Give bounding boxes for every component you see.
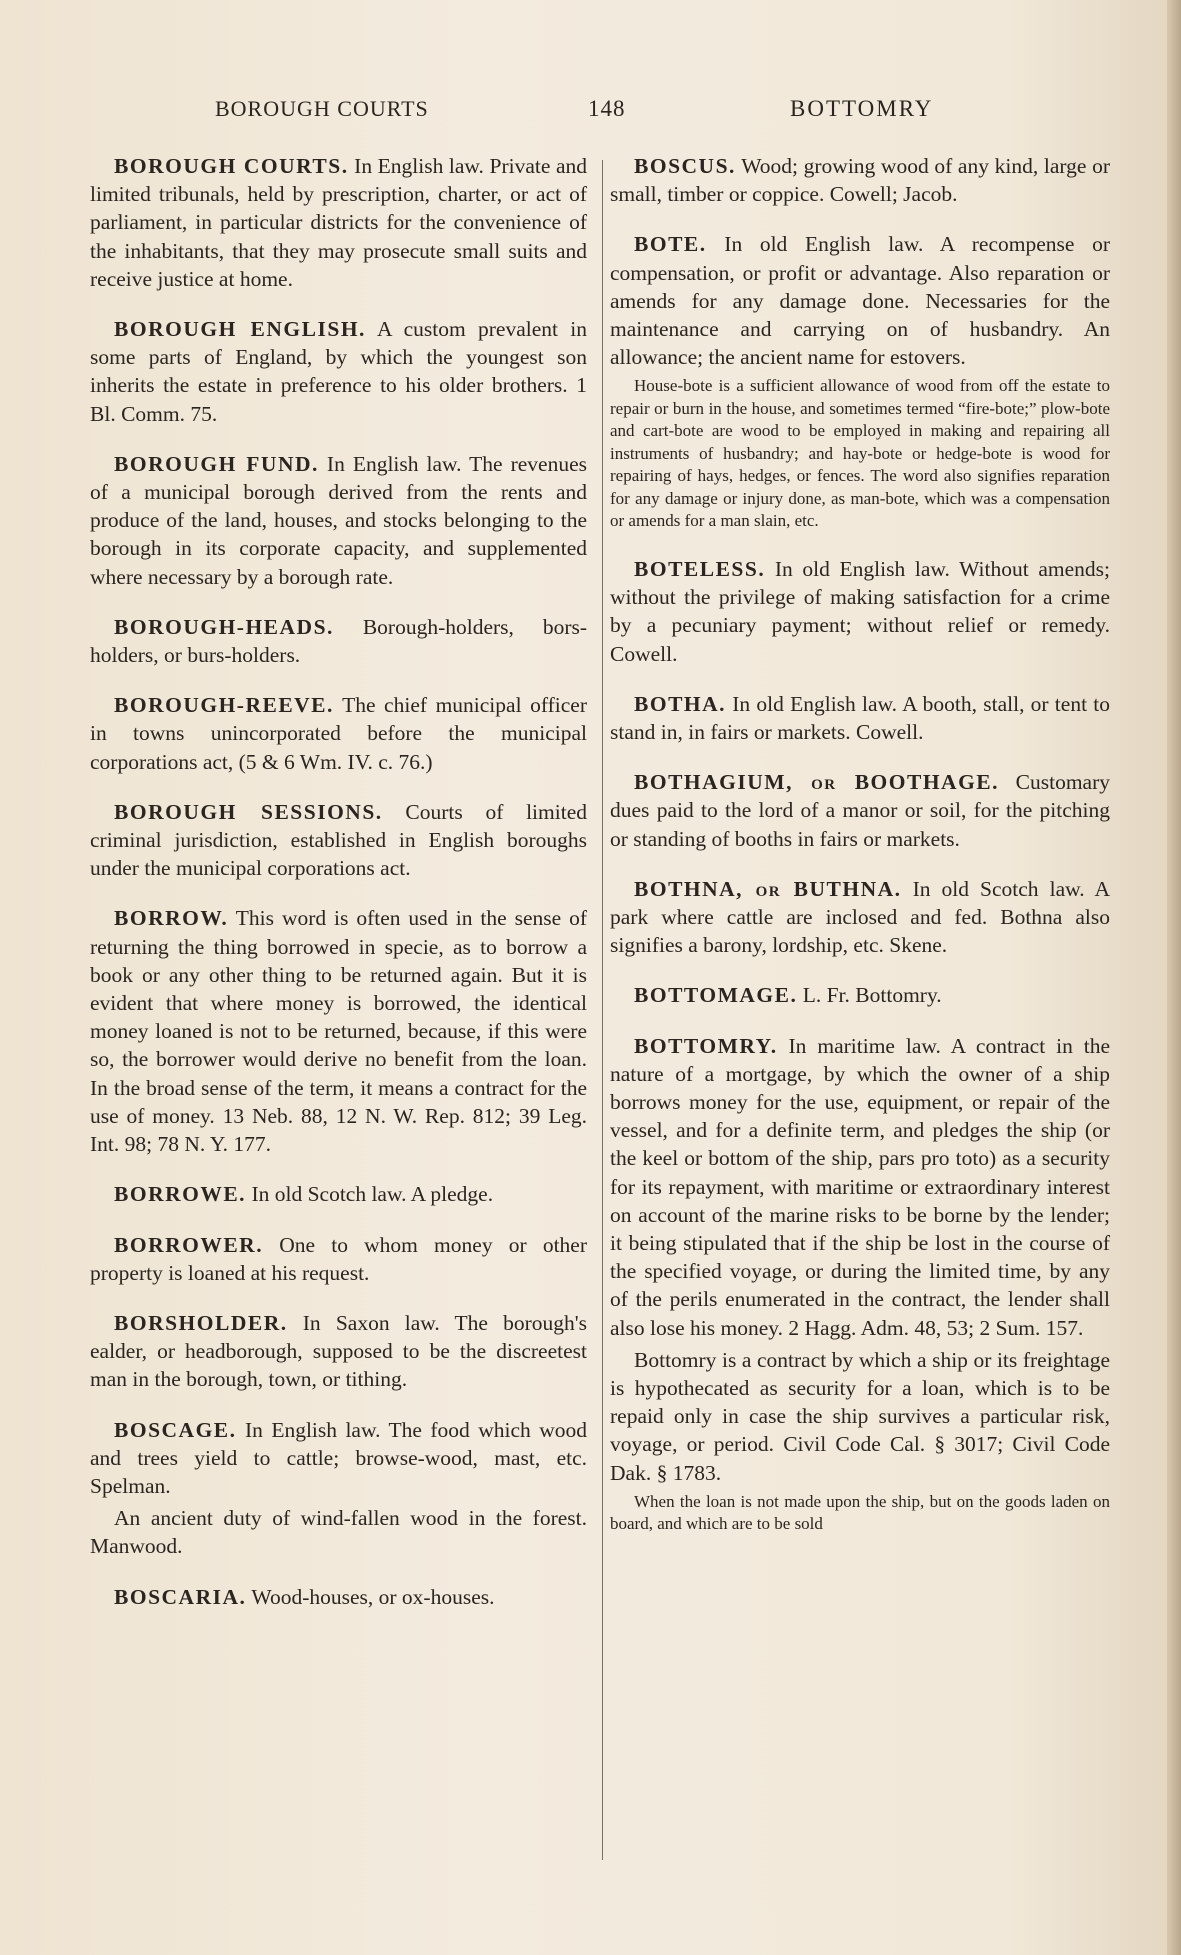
entry-text: Wood; growing wood of any kind, large or small, timber or coppice. Cowell; Jacob.	[610, 154, 1110, 207]
entry-headword: BORROWE.	[114, 1182, 247, 1207]
entry	[610, 690, 1110, 746]
entry-text: Courts of limited criminal jurisdiction, established in English boroughs under the municipal corporations act.	[90, 799, 587, 881]
entry-text: In English law. Private and limited tribunals, held by prescription, charter, or act of parliament, in particular districts for the convenience of the inhabitants, that they may prosecute small suits and receive justice at home.	[90, 154, 587, 291]
entry-text: This word is often used in the sense of returning the thing borrowed in specie, as to borrow a book or any other thing to be returned again. But it is evident that where money is borrowed, the identical money loaned is not to be returned, because, if this were so, the borrower would derive no benefit from the loan. In the broad sense of the term, it means a contract for the use of money. 13 Neb. 88, 12 N. W. Rep. 812; 39 Leg. Int. 98; 78 N. Y. 177.	[90, 906, 587, 1157]
entry-text: The chief municipal officer in towns unincorporated before the municipal corporations act, (5 & 6 Wm. IV. c. 76.)	[90, 693, 587, 774]
running-header	[0, 96, 1181, 136]
entry-continuation	[610, 1346, 1110, 1487]
entry-text: In old English law. A booth, stall, or tent to stand in, in fairs or markets. Cowell.	[610, 691, 1110, 744]
entry-text: Wood-houses, or ox-houses.	[251, 1584, 495, 1609]
entry	[90, 691, 587, 776]
entry-headword: BORROWER.	[114, 1232, 264, 1257]
entry-text: An ancient duty of wind-fallen wood in the forest. Manwood.	[90, 1506, 587, 1559]
entry-text: In old English law. A recompense or compensation, or profit or advantage. Also reparation or amends for any damage done. Necessaries for the maintenance and carrying on of husbandry. An allowance; the ancient name for estovers.	[610, 232, 1111, 370]
entry-text: In old Scotch law. A park where cattle are inclosed and fed. Bothna also signifies a barony, lordship, etc. Skene.	[610, 876, 1111, 958]
entry	[90, 904, 587, 1158]
entry	[610, 768, 1110, 853]
entry-headword: BOTHAGIUM, or BOOTHAGE.	[634, 770, 1000, 795]
entry	[610, 230, 1110, 371]
entry-text: L. Fr. Bottomry.	[802, 983, 942, 1008]
entry-headword: BOTHNA, or BUTHNA.	[634, 876, 902, 901]
entry-headword: BOTTOMAGE.	[634, 983, 798, 1008]
entry	[90, 450, 587, 591]
entry	[610, 555, 1110, 668]
entry-text: Borough-holders, bors-holders, or burs-holders.	[90, 614, 588, 668]
entry-headword: BOROUGH ENGLISH.	[114, 317, 366, 342]
entry	[90, 1309, 587, 1394]
entry	[90, 1416, 587, 1501]
entry	[610, 152, 1110, 208]
entry-headword: BOTTOMRY.	[634, 1033, 778, 1058]
entry-headword: BOTELESS.	[634, 556, 766, 581]
page-edge	[1167, 0, 1181, 1955]
entry-text: A custom prevalent in some parts of England, by which the youngest son inherits the estate in preference to his older brothers. 1 Bl. Comm. 75.	[90, 317, 587, 426]
entry	[610, 875, 1110, 960]
entry-text: In old English law. Without amends; without the privilege of making satisfaction for a crime by a pecuniary payment; without relief or remedy. Cowell.	[610, 556, 1111, 666]
entry-headword: BORSHOLDER.	[114, 1310, 288, 1335]
entry-text: Customary dues paid to the lord of a manor or soil, for the pitching or standing of booths in fairs or markets.	[610, 770, 1110, 851]
entry-text: One to whom money or other property is loaned at his request.	[90, 1232, 587, 1285]
entry	[90, 1231, 587, 1287]
entry-headword: BOSCAGE.	[114, 1417, 237, 1442]
entry-text: In English law. The food which wood and trees yield to cattle; browse-wood, mast, etc. Spelman.	[90, 1417, 588, 1498]
entry-headword: BOTHA.	[634, 691, 727, 716]
entry	[90, 152, 587, 293]
entry-headword: BOROUGH COURTS.	[114, 154, 349, 178]
entry	[90, 1180, 587, 1208]
entry	[610, 981, 1110, 1009]
entry-note: House-bote is a sufficient allowance of wood from off the estate to repair or burn in the house, and sometimes termed “fire-bote;” plow-bote and cart-bote are wood to be employed in making and repairing all instruments of husbandry; and hay-bote or hedge-bote is wood for repairing of hays, hedges, or fences. The word also signifies reparation for any damage or injury done, as man-bote, which was a compensation or amends for a man slain, etc.	[610, 376, 1110, 531]
entry	[90, 613, 587, 669]
entry-headword: BOTE.	[634, 232, 707, 257]
column-divider	[602, 160, 603, 1860]
entry-text: In maritime law. A contract in the nature of a mortgage, by which the owner of a ship borrows money for the use, equipment, or repair of the vessel, and for a definite term, and pledges the ship (or the keel or bottom of the ship, pars pro toto) as a security for its repayment, with maritime or extraordinary interest on account of the marine risks to be borne by the lender; it being stipulated that if the ship be lost in the course of the specified voyage, or during the limited time, by any of the perils enumerated in the contract, the lender shall also lose his money. 2 Hagg. Adm. 48, 53; 2 Sum. 157.	[610, 1033, 1111, 1340]
entry	[90, 798, 587, 883]
entry-headword: BOROUGH-HEADS.	[114, 614, 334, 639]
entry-note: When the loan is not made upon the ship, but on the goods laden on board, and which are to be sold	[610, 1491, 1110, 1534]
entry	[610, 1032, 1110, 1342]
entry-headword: BORROW.	[114, 906, 229, 931]
entry-headword: BOROUGH FUND.	[114, 451, 319, 476]
header-left-guideword: BOROUGH COURTS	[215, 96, 429, 121]
entry	[90, 315, 587, 428]
left-column	[90, 152, 587, 1633]
right-column	[610, 152, 1110, 1536]
entry-headword: BOROUGH-REEVE.	[114, 693, 334, 718]
entry-headword: BOSCUS.	[634, 154, 736, 178]
entry-text: In English law. The revenues of a municipal borough derived from the rents and produce of the land, houses, and stocks belonging to the borough in its corporate capacity, and supplemented where necessary by a borough rate.	[90, 451, 588, 589]
page-number: 148	[588, 96, 626, 121]
entry	[90, 1583, 587, 1611]
entry-headword: BOROUGH SESSIONS.	[114, 799, 383, 824]
entry-text: In Saxon law. The borough's ealder, or headborough, supposed to be the discreetest man in the borough, town, or tithing.	[90, 1310, 587, 1392]
header-right-guideword: BOTTOMRY	[790, 96, 934, 121]
entry-text: Bottomry is a contract by which a ship or its freightage is hypothecated as security for a loan, which is to be repaid only in case the ship survives a particular risk, voyage, or period. Civil Code Cal. § 3017; Civil Code Dak. § 1783.	[610, 1347, 1110, 1485]
entry-continuation	[90, 1504, 587, 1560]
entry-headword: BOSCARIA.	[114, 1584, 247, 1609]
entry-text: In old Scotch law. A pledge.	[251, 1182, 494, 1207]
